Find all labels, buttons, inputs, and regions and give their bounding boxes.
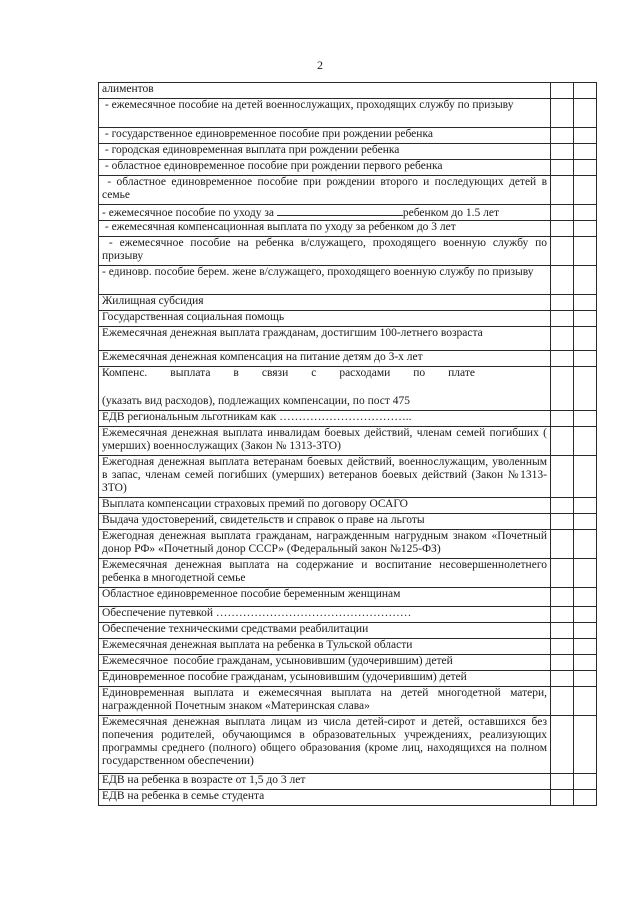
empty-entry-cell[interactable] <box>574 266 597 295</box>
fill-in-blank-line[interactable] <box>277 205 403 216</box>
empty-entry-cell[interactable] <box>574 530 597 559</box>
empty-entry-cell[interactable] <box>551 514 574 530</box>
empty-entry-cell[interactable] <box>551 687 574 716</box>
empty-entry-cell[interactable] <box>574 427 597 456</box>
empty-entry-cell[interactable] <box>574 456 597 498</box>
table-row <box>99 144 597 160</box>
benefit-label: ЕДВ на ребенка в возрасте от 1,5 до 3 лет <box>102 774 306 786</box>
empty-entry-cell[interactable] <box>551 311 574 327</box>
empty-entry-cell[interactable] <box>574 687 597 716</box>
benefit-label: алиментов <box>102 83 154 95</box>
empty-entry-cell[interactable] <box>551 588 574 607</box>
benefit-label-cell <box>99 83 551 99</box>
table-row <box>99 774 597 790</box>
empty-entry-cell[interactable] <box>574 83 597 99</box>
table-row <box>99 530 597 559</box>
benefit-label-cell <box>99 176 551 205</box>
benefit-label: Обеспечение техническими средствами реабилитации <box>102 623 369 635</box>
empty-entry-cell[interactable] <box>551 176 574 205</box>
empty-entry-cell[interactable] <box>574 237 597 266</box>
benefit-label-cell <box>99 411 551 427</box>
table-row <box>99 237 597 266</box>
benefit-label-cell <box>99 144 551 160</box>
table-row <box>99 221 597 237</box>
benefit-label: Ежемесячная денежная выплата инвалидам боевых действий, членам семей погибших ( умерших) военнослужащих (Закон № 1313-ЗТО) <box>102 427 550 452</box>
empty-entry-cell[interactable] <box>551 367 574 411</box>
benefit-label-cell <box>99 456 551 498</box>
empty-entry-cell[interactable] <box>574 607 597 623</box>
benefit-label-cell <box>99 266 551 295</box>
empty-entry-cell[interactable] <box>551 83 574 99</box>
table-row <box>99 427 597 456</box>
benefit-label: Ежемесячная денежная компенсация на питание детям до 3-х лет <box>102 351 423 363</box>
benefit-label: ЕДВ региональным льготникам как …………………………….. <box>102 411 412 423</box>
benefit-label-cell <box>99 559 551 588</box>
table-row <box>99 351 597 367</box>
empty-entry-cell[interactable] <box>551 790 574 806</box>
benefit-label: Ежегодная денежная выплата гражданам, награжденным нагрудным знаком «Почетный донор РФ» «Почетный донор СССР» (Федеральный закон №125-ФЗ) <box>102 530 550 555</box>
empty-entry-cell[interactable] <box>551 607 574 623</box>
table-row <box>99 411 597 427</box>
empty-entry-cell[interactable] <box>551 456 574 498</box>
empty-entry-cell[interactable] <box>551 411 574 427</box>
table-row <box>99 99 597 128</box>
table-row <box>99 716 597 774</box>
empty-entry-cell[interactable] <box>574 311 597 327</box>
benefit-label-cell <box>99 327 551 351</box>
empty-entry-cell[interactable] <box>574 671 597 687</box>
benefit-label: - городская единовременная выплата при рождении ребенка <box>102 144 400 156</box>
table-row <box>99 266 597 295</box>
benefit-label-cell <box>99 514 551 530</box>
empty-entry-cell[interactable] <box>574 221 597 237</box>
empty-entry-cell[interactable] <box>551 655 574 671</box>
table-row <box>99 160 597 176</box>
benefit-label-cell <box>99 221 551 237</box>
benefit-label-cell <box>99 716 551 774</box>
empty-entry-cell[interactable] <box>574 128 597 144</box>
empty-entry-cell[interactable] <box>551 639 574 655</box>
benefit-label: - ежемесячное пособие по уходу за <box>102 207 277 219</box>
empty-entry-cell[interactable] <box>574 774 597 790</box>
empty-entry-cell[interactable] <box>551 623 574 639</box>
benefit-label: - областное единовременное пособие при рождении второго и последующих детей в семье <box>102 176 550 201</box>
empty-entry-cell[interactable] <box>551 128 574 144</box>
table-row <box>99 176 597 205</box>
benefit-label-cell <box>99 588 551 607</box>
benefit-label-cell <box>99 498 551 514</box>
benefit-label-cell <box>99 367 551 411</box>
empty-entry-cell[interactable] <box>551 559 574 588</box>
table-row <box>99 588 597 607</box>
benefit-label-cell <box>99 205 551 221</box>
empty-entry-cell[interactable] <box>574 655 597 671</box>
empty-entry-cell[interactable] <box>551 99 574 128</box>
empty-entry-cell[interactable] <box>574 716 597 774</box>
table-row <box>99 514 597 530</box>
benefit-label-cell <box>99 295 551 311</box>
empty-entry-cell[interactable] <box>574 498 597 514</box>
table-row <box>99 367 597 411</box>
table-row <box>99 559 597 588</box>
empty-entry-cell[interactable] <box>574 588 597 607</box>
benefit-label: - единовр. пособие берем. жене в/служащего, проходящего военную службу по призыву <box>102 266 534 278</box>
benefit-label: Единовременная выплата и ежемесячная выплата на детей многодетной матери, награжденной Почетным знаком «Материнская слава» <box>102 687 550 712</box>
empty-entry-cell[interactable] <box>574 160 597 176</box>
table-row <box>99 790 597 806</box>
table-row <box>99 655 597 671</box>
empty-entry-cell[interactable] <box>551 144 574 160</box>
empty-entry-cell[interactable] <box>574 295 597 311</box>
page-number: 2 <box>317 58 323 72</box>
empty-entry-cell[interactable] <box>551 774 574 790</box>
table-row <box>99 128 597 144</box>
empty-entry-cell[interactable] <box>551 221 574 237</box>
empty-entry-cell[interactable] <box>574 411 597 427</box>
benefit-label: Государственная социальная помощь <box>102 311 285 323</box>
empty-entry-cell[interactable] <box>574 205 597 221</box>
benefits-table <box>98 82 597 806</box>
benefit-label-cell <box>99 351 551 367</box>
empty-entry-cell[interactable] <box>574 144 597 160</box>
benefit-label: - ежемесячная компенсационная выплата по уходу за ребенком до 3 лет <box>102 221 456 233</box>
benefit-label: Ежемесячная денежная выплата на ребенка в Тульской области <box>102 639 413 651</box>
empty-entry-cell[interactable] <box>574 176 597 205</box>
empty-entry-cell[interactable] <box>551 160 574 176</box>
benefit-label: Обеспечение путевкой …………………………………………… <box>102 607 412 619</box>
benefit-label: Ежемесячная денежная выплата лицам из числа детей-сирот и детей, оставшихся без попечения родителей, обучающимся в образовательных учреждениях, реализующих программы среднего (полного) общего образования (кроме лиц, находящихся на полном государственном обеспечении) <box>102 716 550 767</box>
benefit-label-suffix: ребенком до 1.5 лет <box>402 207 499 219</box>
benefit-label: - государственное единовременное пособие при рождении ребенка <box>102 128 433 140</box>
empty-entry-cell[interactable] <box>551 716 574 774</box>
empty-entry-cell[interactable] <box>574 559 597 588</box>
benefit-label: - ежемесячное пособие на детей военнослужащих, проходящих службу по призыву <box>102 99 514 111</box>
benefit-label: - областное единовременное пособие при рождении первого ребенка <box>102 160 443 172</box>
benefit-label-cell <box>99 160 551 176</box>
empty-entry-cell[interactable] <box>574 327 597 351</box>
benefit-label-cell <box>99 655 551 671</box>
benefit-label-cell <box>99 128 551 144</box>
benefit-label-cell <box>99 607 551 623</box>
benefit-label-cell <box>99 790 551 806</box>
benefit-label-cell <box>99 237 551 266</box>
empty-entry-cell[interactable] <box>551 427 574 456</box>
table-row <box>99 205 597 221</box>
table-row <box>99 607 597 623</box>
empty-entry-cell[interactable] <box>574 367 597 411</box>
table-row <box>99 311 597 327</box>
empty-entry-cell[interactable] <box>551 351 574 367</box>
benefit-label: Ежемесячное пособие гражданам, усыновившим (удочерившим) детей <box>102 655 453 667</box>
benefit-label: ЕДВ на ребенка в семье студента <box>102 790 265 802</box>
benefit-label-cell <box>99 639 551 655</box>
empty-entry-cell[interactable] <box>574 99 597 128</box>
benefit-label: Областное единовременное пособие беременным женщинам <box>102 588 401 600</box>
table-row <box>99 327 597 351</box>
benefit-label-cell <box>99 687 551 716</box>
benefit-label: Жилищная субсидия <box>102 295 204 307</box>
benefit-label: - ежемесячное пособие на ребенка в/служащего, проходящего военную службу по призыву <box>102 237 550 262</box>
empty-entry-cell[interactable] <box>574 790 597 806</box>
empty-entry-cell[interactable] <box>551 266 574 295</box>
table-row <box>99 456 597 498</box>
benefit-label: Ежемесячная денежная выплата на содержание и воспитание несовершеннолетнего ребенка в многодетной семье <box>102 559 550 584</box>
empty-entry-cell[interactable] <box>551 498 574 514</box>
benefit-label-cell <box>99 99 551 128</box>
benefit-label-cell <box>99 623 551 639</box>
table-row <box>99 671 597 687</box>
table-row <box>99 687 597 716</box>
benefit-label: Компенс. выплата в связи с расходами по плате <box>102 367 475 379</box>
benefit-label: Ежемесячная денежная выплата гражданам, достигшим 100-летнего возраста <box>102 327 483 339</box>
empty-entry-cell[interactable] <box>574 623 597 639</box>
empty-entry-cell[interactable] <box>551 205 574 221</box>
benefit-label-cell <box>99 311 551 327</box>
benefit-label: Выплата компенсации страховых премий по договору ОСАГО <box>102 498 408 510</box>
empty-entry-cell[interactable] <box>574 351 597 367</box>
benefit-label: Ежегодная денежная выплата ветеранам боевых действий, военнослужащим, уволенным в запас, членам семей погибших (умерших) ветеранов боевых действий (Закон №1313-ЗТО) <box>102 456 550 494</box>
empty-entry-cell[interactable] <box>551 671 574 687</box>
benefits-table-body <box>99 83 597 806</box>
empty-entry-cell[interactable] <box>551 295 574 311</box>
table-row <box>99 83 597 99</box>
table-row <box>99 295 597 311</box>
empty-entry-cell[interactable] <box>574 514 597 530</box>
benefit-label: Выдача удостоверений, свидетельств и справок о праве на льготы <box>102 514 425 526</box>
table-row <box>99 623 597 639</box>
benefit-label-cell <box>99 671 551 687</box>
benefit-label-cell <box>99 530 551 559</box>
benefit-label-continued: (указать вид расходов), подлежащих компенсации, по пост 475 <box>102 395 411 407</box>
empty-entry-cell[interactable] <box>574 639 597 655</box>
empty-entry-cell[interactable] <box>551 327 574 351</box>
table-row <box>99 498 597 514</box>
table-row <box>99 639 597 655</box>
empty-entry-cell[interactable] <box>551 530 574 559</box>
benefit-label: Единовременное пособие гражданам, усыновившим (удочерившим) детей <box>102 671 467 683</box>
empty-entry-cell[interactable] <box>551 237 574 266</box>
benefit-label-cell <box>99 427 551 456</box>
benefit-label-cell <box>99 774 551 790</box>
